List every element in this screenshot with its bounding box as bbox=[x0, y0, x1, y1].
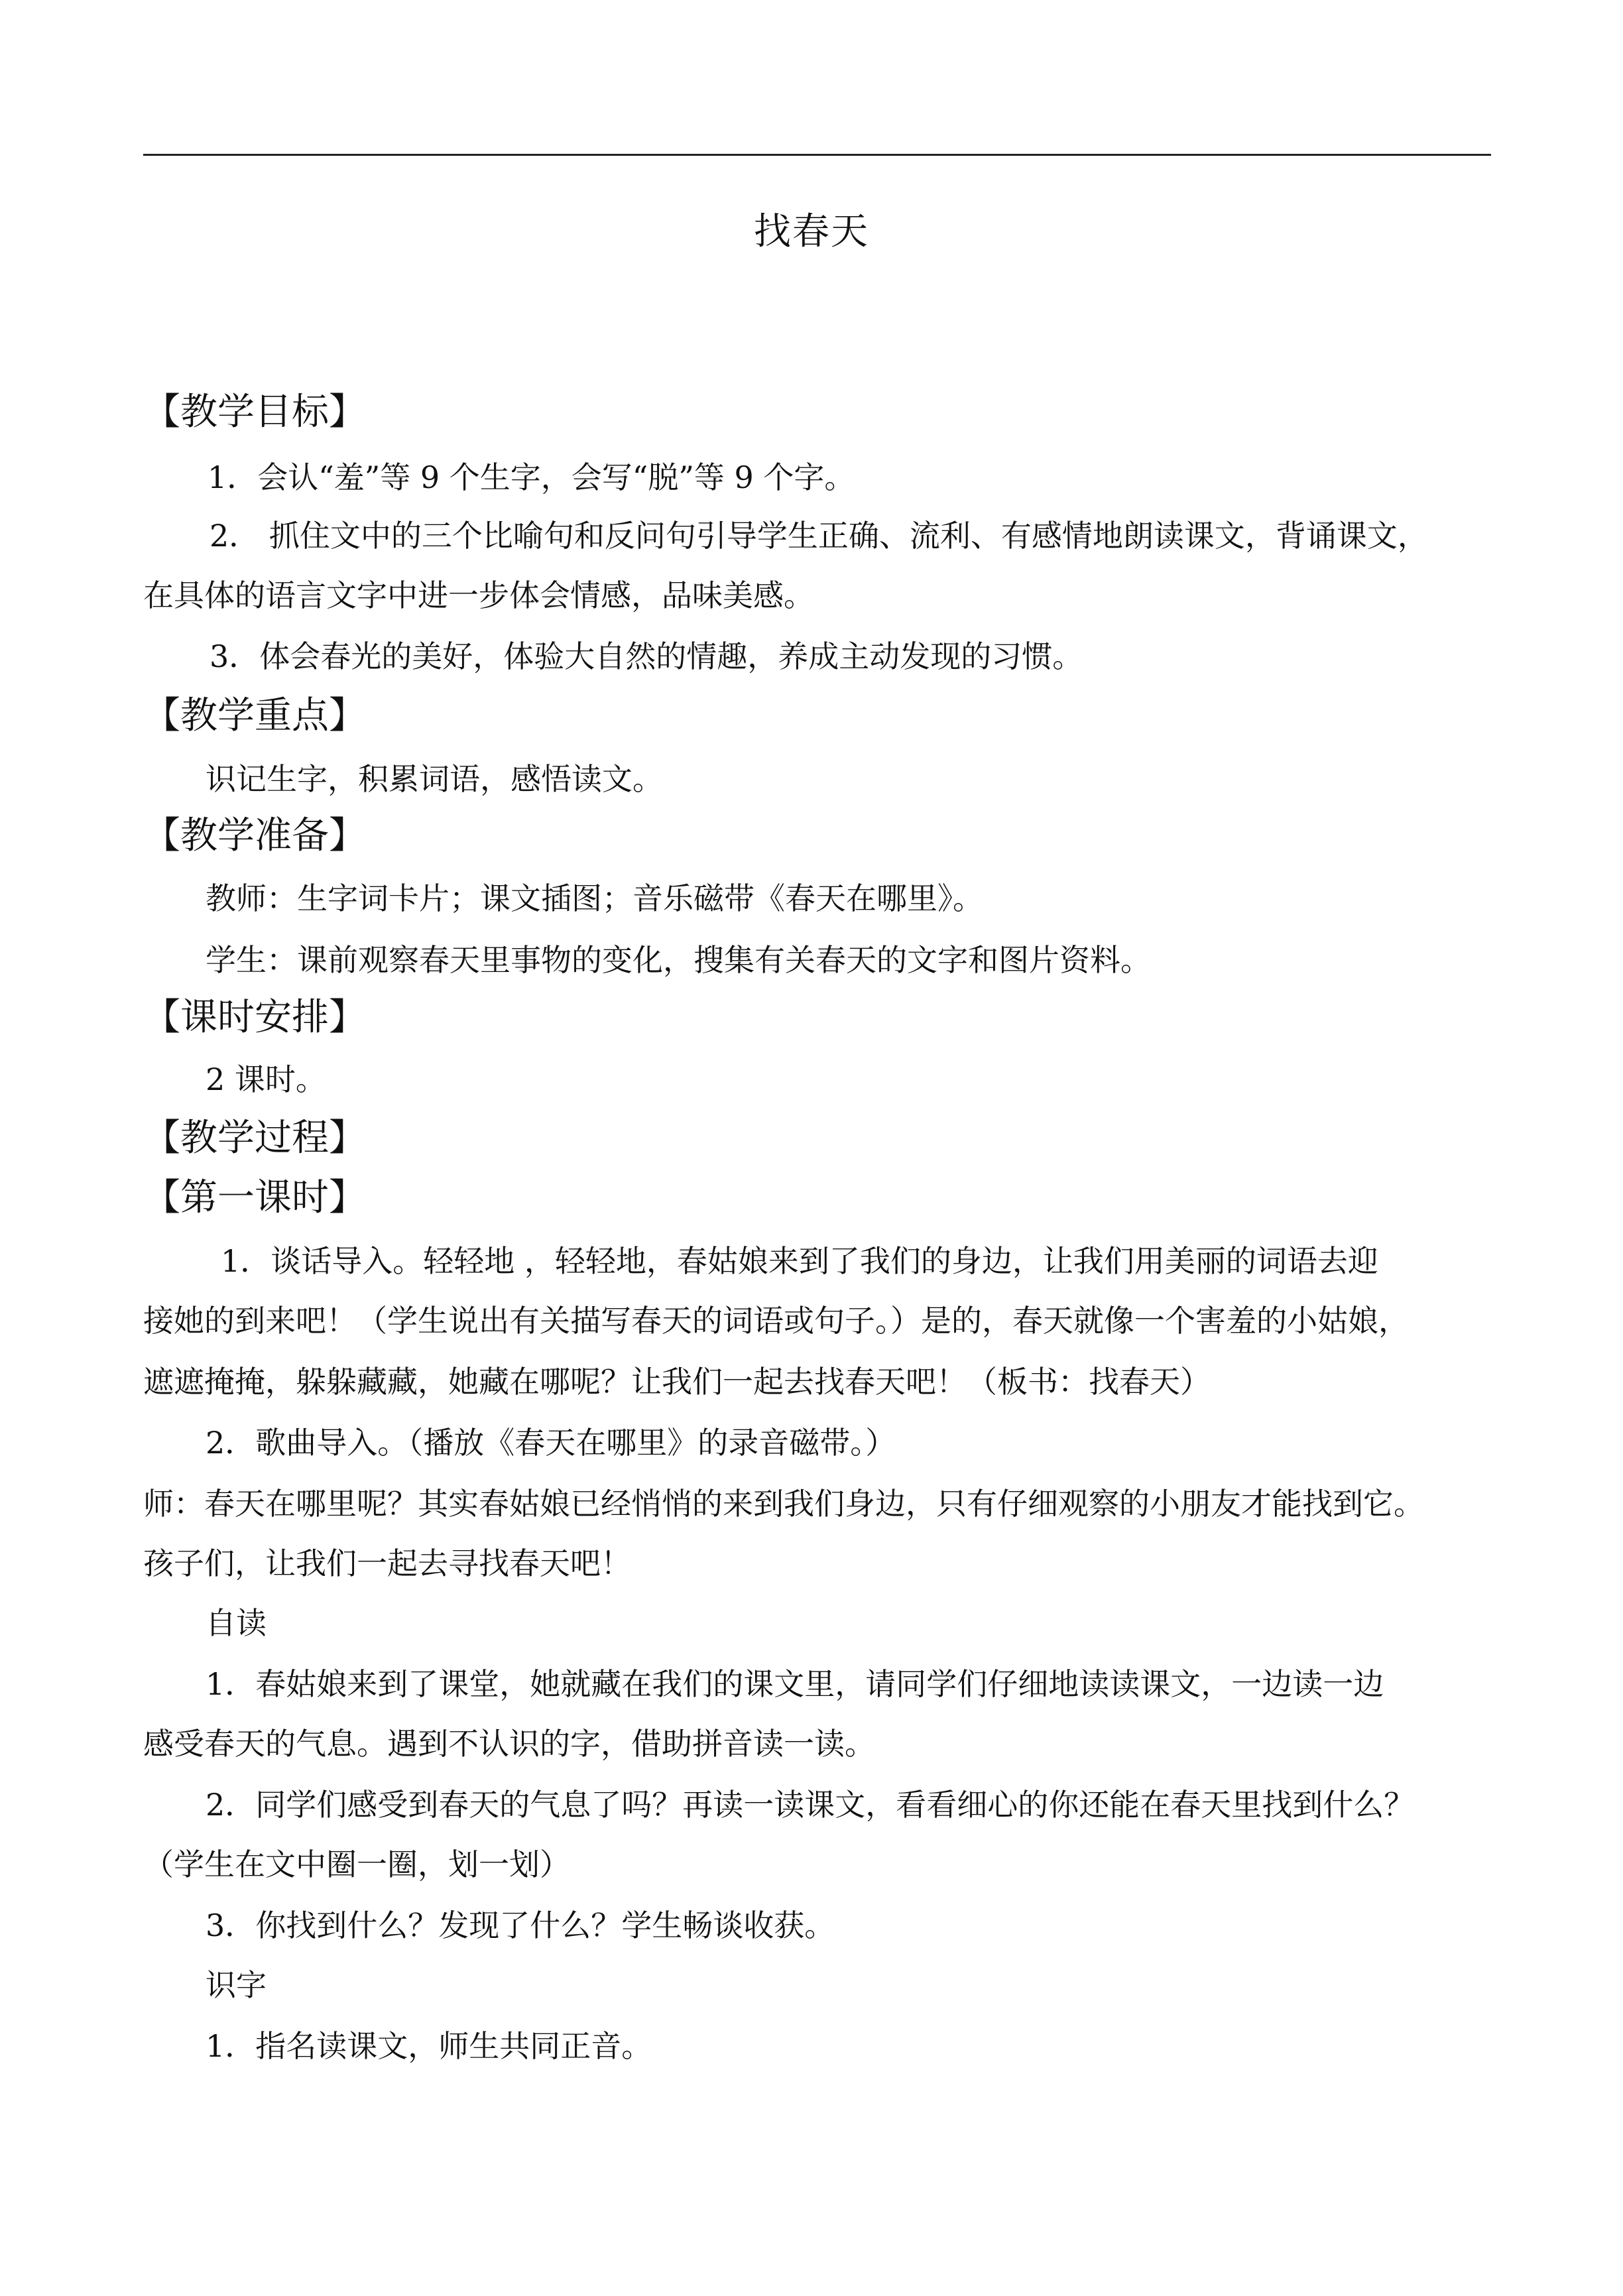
intro-1-line-1: 1．谈话导入。轻轻地 ，轻轻地，春姑娘来到了我们的身边，让我们用美丽的词语去迎 bbox=[221, 1243, 1378, 1279]
self-read-label: 自读 bbox=[206, 1605, 267, 1641]
intro-1-line-3: 遮遮掩掩，躲躲藏藏，她藏在哪呢？让我们一起去找春天吧！（板书：找春天） bbox=[143, 1364, 1211, 1400]
heading-lesson-one: 【第一课时】 bbox=[143, 1176, 366, 1219]
read-3: 3．你找到什么？发现了什么？学生畅谈收获。 bbox=[206, 1907, 835, 1943]
focus-text: 识记生字，积累词语，感悟读文。 bbox=[206, 761, 663, 797]
heading-schedule: 【课时安排】 bbox=[143, 996, 366, 1039]
read-1-line-1: 1．春姑娘来到了课堂，她就藏在我们的课文里，请同学们仔细地读读课文，一边读一边 bbox=[206, 1666, 1384, 1702]
literacy-item-1: 1．指名读课文，师生共同正音。 bbox=[206, 2028, 652, 2064]
intro-2: 2．歌曲导入。（播放《春天在哪里》的录音磁带。） bbox=[206, 1425, 896, 1461]
goal-item-1: 1．会认“羞”等 9 个生字，会写“脱”等 9 个字。 bbox=[208, 459, 855, 495]
intro-1-line-2: 接她的到来吧！（学生说出有关描写春天的词语或句子。）是的，春天就像一个害羞的小姑娘， bbox=[143, 1303, 1409, 1339]
read-2-line-1: 2．同学们感受到春天的气息了吗？再读一读课文，看看细心的你还能在春天里找到什么？ bbox=[206, 1787, 1415, 1823]
goal-item-2-line-1: 2． 抓住文中的三个比喻句和反问句引导学生正确、流利、有感情地朗读课文，背诵课文， bbox=[210, 518, 1428, 554]
teacher-line-2: 孩子们，让我们一起去寻找春天吧！ bbox=[143, 1545, 631, 1581]
literacy-label: 识字 bbox=[206, 1967, 267, 2003]
header-rule bbox=[143, 154, 1491, 156]
teacher-line-1: 师：春天在哪里呢？其实春姑娘已经悄悄的来到我们身边，只有仔细观察的小朋友才能找到它。 bbox=[143, 1486, 1424, 1522]
document-title: 找春天 bbox=[754, 210, 869, 253]
heading-teaching-prep: 【教学准备】 bbox=[143, 814, 366, 857]
prep-teacher: 教师：生字词卡片；课文插图；音乐磁带《春天在哪里》。 bbox=[206, 880, 983, 916]
prep-student: 学生：课前观察春天里事物的变化，搜集有关春天的文字和图片资料。 bbox=[206, 942, 1151, 978]
goal-item-3: 3．体会春光的美好，体验大自然的情趣，养成主动发现的习惯。 bbox=[210, 638, 1083, 674]
heading-teaching-goals: 【教学目标】 bbox=[143, 391, 366, 434]
read-1-line-2: 感受春天的气息。遇到不认识的字，借助拼音读一读。 bbox=[143, 1726, 875, 1762]
goal-item-2-line-2: 在具体的语言文字中进一步体会情感，品味美感。 bbox=[143, 577, 814, 613]
heading-teaching-process: 【教学过程】 bbox=[143, 1117, 366, 1160]
read-2-line-2: （学生在文中圈一圈，划一划） bbox=[143, 1846, 570, 1882]
schedule-text: 2 课时。 bbox=[206, 1061, 326, 1097]
heading-teaching-focus: 【教学重点】 bbox=[143, 694, 366, 737]
